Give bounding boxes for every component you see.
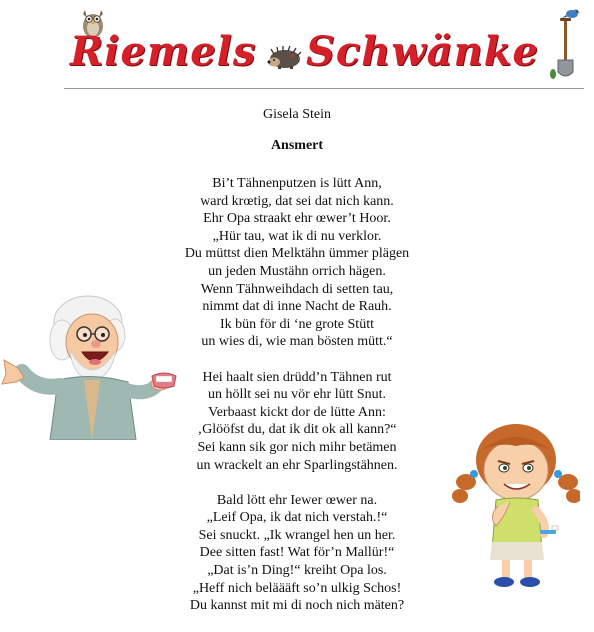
poem-line: un wies di, wie man bösten mütt.“ xyxy=(201,334,393,350)
poem-line: „Leif Opa, ik dat nich verstah.!“ xyxy=(206,510,388,526)
poem-line: Ehr Opa straakt ehr œwer’t Hoor. xyxy=(203,211,391,227)
poem-line: Sei kann sik gor nich mihr betämen xyxy=(197,439,397,455)
poem-line: Hei haalt sien drüdd’n Tähnen rut xyxy=(202,369,392,385)
poem-line: Du kannst mit mi di noch nich mäten? xyxy=(189,598,405,614)
poem-line: ‚Glööfst du, dat ik dit ok all kann?“ xyxy=(197,422,397,438)
poem-line: un wrackelt an ehr Sparlingstähnen. xyxy=(196,457,398,473)
header-banner xyxy=(0,0,594,92)
poem-line: Ik bün för di ‘ne grote Stütt xyxy=(220,316,374,332)
poem-line: Bi’t Tähnenputzen is lütt Ann, xyxy=(212,176,382,191)
poem-line: „Heff nich beläääft so’n ulkig Schos! xyxy=(192,580,402,596)
poem-line: Bald lött ehr Iewer œwer na. xyxy=(216,492,378,508)
poem-line: Sei snuckt. „Ik wrangel hen un her. xyxy=(198,527,396,543)
grandpa-with-dentures-icon xyxy=(0,290,180,440)
poem-line: un jeden Mustähn orrich hägen. xyxy=(208,263,386,279)
poem-line: Verbaast kickt dor de lütte Ann: xyxy=(208,404,386,420)
author-name: Gisela Stein xyxy=(262,107,332,122)
poem-title: Ansmert xyxy=(270,138,324,153)
poem-line: „Hür tau, wat ik di nu verklor. xyxy=(212,228,382,244)
hedgehog-icon xyxy=(266,44,304,70)
poem-line: Du müttst dien Melktähn ümmer plägen xyxy=(184,246,410,262)
poem-line: ward krœtig, dat sei dat nich kann. xyxy=(200,193,394,209)
bird-on-shovel-icon xyxy=(550,6,582,80)
header-rule xyxy=(64,88,584,89)
poem-line: un höllt sei nu vör ehr lütt Snut. xyxy=(207,387,387,403)
poem-line: „Dat is’n Ding!“ kreiht Opa los. xyxy=(207,563,387,579)
banner-title-right: Schwänke xyxy=(306,28,539,75)
poem-line: Dee sitten fast! Wat för’n Mallür!“ xyxy=(199,545,395,561)
poem-line: nimmt dat di inne Nacht de Rauh. xyxy=(202,299,392,315)
girl-with-toothbrush-icon xyxy=(452,420,580,590)
poem-line: Wenn Tähnweihdach di setten tau, xyxy=(200,281,394,297)
banner-title-left: Riemels xyxy=(70,28,257,75)
